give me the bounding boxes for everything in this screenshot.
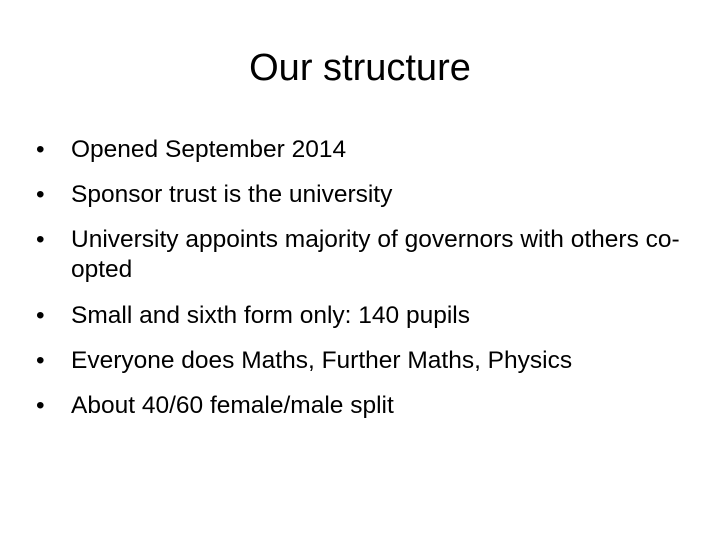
bullet-text: About 40/60 female/male split — [71, 392, 394, 419]
list-item — [36, 225, 696, 285]
list-item — [36, 301, 696, 331]
bullet-text: Small and sixth form only: 140 pupils — [71, 302, 470, 329]
list-item — [36, 180, 696, 210]
bullet-icon: • — [36, 347, 45, 374]
slide-title: Our structure — [249, 47, 471, 89]
bullet-icon: • — [36, 181, 45, 208]
bullet-icon: • — [36, 136, 45, 163]
bullet-text: Everyone does Maths, Further Maths, Physics — [71, 347, 573, 374]
bullet-text: University appoints majority of governors with others co-opted — [71, 226, 680, 283]
bullet-text: Sponsor trust is the university — [71, 181, 393, 208]
bullet-list — [36, 135, 696, 436]
bullet-text: Opened September 2014 — [71, 136, 347, 163]
bullet-icon: • — [36, 302, 45, 329]
bullet-icon: • — [36, 392, 45, 419]
bullet-icon: • — [36, 226, 45, 253]
list-item — [36, 135, 696, 165]
list-item — [36, 391, 696, 421]
list-item — [36, 346, 696, 376]
